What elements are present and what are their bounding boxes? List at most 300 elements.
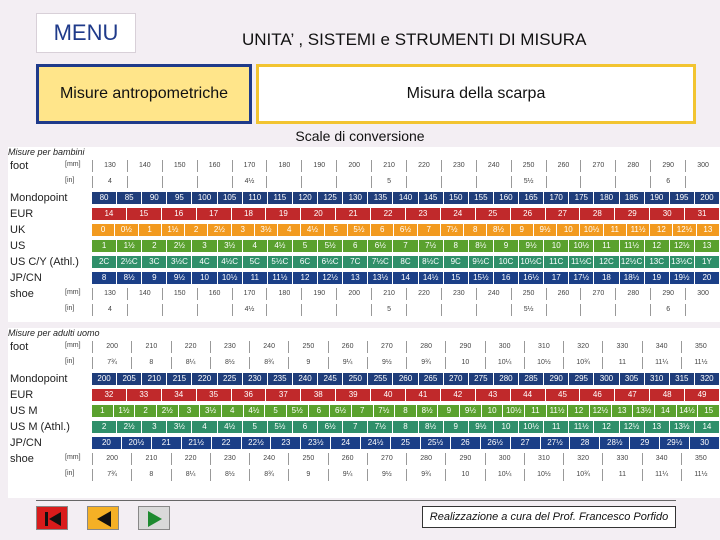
ruler-tick: 130 (92, 160, 127, 172)
ruler-tick: 5½ (511, 304, 546, 316)
size-cell: 12½C (620, 257, 643, 266)
tab-misura-scarpa[interactable] (256, 64, 696, 124)
size-strip (92, 256, 720, 268)
size-cell: 10½ (218, 272, 242, 284)
unit-label: [in] (65, 177, 75, 184)
size-cell: 10 (482, 405, 503, 417)
subtitle: Scale di conversione (295, 128, 425, 144)
size-cell: 9 (511, 224, 533, 236)
size-cell: 20½ (122, 437, 151, 449)
ruler-tick (336, 304, 371, 316)
row-label: Mondopoint (10, 192, 68, 204)
size-cell: 7 (352, 405, 373, 417)
ruler-tick: 5 (371, 176, 406, 188)
size-cell: 12 (650, 224, 672, 236)
ruler-tick: 160 (197, 160, 232, 172)
ruler-tick: 250 (511, 160, 546, 172)
ruler-tick: 280 (406, 453, 445, 465)
menu-button[interactable]: MENU (36, 13, 136, 53)
size-cell: 32 (92, 389, 126, 401)
size-cell: 9½C (469, 256, 493, 268)
size-cell: 11½ (268, 272, 292, 284)
ruler-tick: 11½ (681, 357, 720, 369)
size-cell: 7½ (374, 405, 395, 417)
ruler-tick: 340 (642, 453, 681, 465)
size-cell: 11½C (570, 257, 592, 266)
ruler-tick: 240 (249, 453, 288, 465)
size-cell: 4½ (244, 405, 265, 417)
size-cell: 14½ (677, 405, 698, 417)
size-cell: 10½ (519, 421, 543, 433)
size-cell: 7 (343, 421, 367, 433)
chart-title: Misure per adulti uomo (8, 328, 100, 338)
size-cell: 250 (343, 373, 367, 385)
ruler-tick: 140 (127, 288, 162, 300)
size-cell: 49 (685, 389, 719, 401)
size-cell: 8½ (469, 240, 493, 252)
ruler-tick: 230 (441, 288, 476, 300)
ruler-tick: 9½ (367, 357, 406, 369)
size-cell: 165 (519, 192, 543, 204)
size-cell: 9½ (534, 224, 556, 236)
ruler-tick: 350 (681, 453, 720, 465)
chart-row (8, 468, 720, 482)
chart-row (8, 303, 720, 317)
size-cell: 44 (511, 389, 545, 401)
size-cell: 17 (197, 208, 231, 220)
ruler-tick: 8 (131, 469, 170, 481)
size-cell: 300 (594, 373, 618, 385)
ruler-tick: 11 (602, 357, 641, 369)
size-cell: 35 (197, 389, 231, 401)
ruler-tick: 10 (445, 357, 484, 369)
ruler-tick: 11 (602, 469, 641, 481)
ruler-tick: 130 (92, 288, 127, 300)
ruler-tick: 280 (615, 288, 650, 300)
ruler-tick: 300 (485, 341, 524, 353)
ruler-tick: 210 (131, 341, 170, 353)
ruler-tick: 170 (232, 160, 267, 172)
size-cell: 0 (92, 224, 114, 236)
size-cell: 8C (393, 256, 417, 268)
size-cell: 115 (268, 192, 292, 204)
size-cell: 13½ (368, 272, 392, 284)
size-cell: 11 (243, 272, 267, 284)
ruler-tick: 210 (131, 453, 170, 465)
ruler-strip (92, 288, 720, 300)
size-cell: 8 (464, 224, 486, 236)
size-cell: 21½ (182, 437, 211, 449)
size-cell: 100 (192, 192, 216, 204)
chart-row (8, 436, 720, 450)
ruler-tick (197, 304, 232, 316)
ruler-tick: 10¼ (485, 357, 524, 369)
row-label: Mondopoint (10, 373, 68, 385)
nav-first-button[interactable] (36, 506, 68, 530)
size-cell: 5½C (268, 256, 292, 268)
ruler-tick: 270 (580, 288, 615, 300)
ruler-tick: 210 (371, 288, 406, 300)
size-cell: 180 (594, 192, 618, 204)
ruler-tick (580, 304, 615, 316)
size-cell: 170 (544, 192, 568, 204)
ruler-strip (92, 341, 720, 353)
size-cell: 1½ (162, 224, 184, 236)
size-cell: 11½ (569, 421, 593, 433)
size-cell: 13½ (633, 405, 654, 417)
size-cell: 9½ (460, 405, 481, 417)
ruler-tick (162, 304, 197, 316)
ruler-tick (301, 176, 336, 188)
ruler-tick: 300 (685, 160, 720, 172)
ruler-tick: 280 (615, 160, 650, 172)
nav-prev-button[interactable] (87, 506, 119, 530)
size-cell: 3½ (218, 240, 242, 252)
size-cell: 95 (167, 192, 191, 204)
size-cell: 6 (309, 405, 330, 417)
ruler-tick: 270 (580, 160, 615, 172)
size-cell: 5 (243, 421, 267, 433)
ruler-tick: 310 (524, 341, 563, 353)
size-cell: 7½ (441, 224, 463, 236)
ruler-tick (615, 304, 650, 316)
size-strip (92, 208, 720, 220)
ruler-tick: 210 (371, 160, 406, 172)
size-cell: 19 (266, 208, 300, 220)
size-cell: 2½ (157, 405, 178, 417)
size-cell: 28 (570, 437, 599, 449)
size-cell: 245 (318, 373, 342, 385)
size-cell: 6½C (318, 256, 342, 268)
size-cell: 48 (650, 389, 684, 401)
size-cell: 24 (441, 208, 475, 220)
size-cell: 5C (243, 256, 267, 268)
ruler-tick: 250 (511, 288, 546, 300)
ruler-tick: 4½ (232, 304, 267, 316)
size-cell: 20 (301, 208, 335, 220)
size-strip (92, 224, 720, 236)
size-cell: 9 (494, 240, 518, 252)
size-strip (92, 192, 720, 204)
size-cell: 6½ (394, 224, 416, 236)
ruler-tick: 260 (328, 341, 367, 353)
ruler-tick: 290 (650, 160, 685, 172)
size-cell: 16 (494, 272, 518, 284)
size-cell: 6C (293, 256, 317, 268)
nav-next-button[interactable] (138, 506, 170, 530)
size-cell: 195 (670, 192, 694, 204)
size-cell: 130 (343, 192, 367, 204)
size-cell: 27½ (541, 437, 570, 449)
size-cell: 305 (620, 373, 644, 385)
ruler-tick: 10¾ (563, 357, 602, 369)
size-cell: 1 (139, 224, 161, 236)
chart-row (8, 159, 720, 173)
ruler-tick (266, 176, 301, 188)
size-cell: 12½ (670, 240, 694, 252)
size-cell: 4 (222, 405, 243, 417)
size-cell: 160 (494, 192, 518, 204)
ruler-tick: 11½ (681, 469, 720, 481)
size-cell: 10½ (569, 240, 593, 252)
ruler-tick: 290 (445, 341, 484, 353)
row-label: foot (10, 160, 29, 172)
row-label: JP/CN (10, 437, 42, 449)
row-label (10, 303, 90, 317)
size-cell: 22 (371, 208, 405, 220)
ruler-tick: 4 (92, 304, 127, 316)
size-cell: 2½C (117, 256, 141, 268)
ruler-tick: 150 (162, 288, 197, 300)
tab-misure-antropometriche[interactable] (36, 64, 252, 124)
size-cell: 80 (92, 192, 116, 204)
ruler-tick: 280 (406, 341, 445, 353)
size-cell: 7 (393, 240, 417, 252)
chart-row (8, 340, 720, 354)
unit-label: [in] (65, 358, 75, 365)
size-cell: 42 (441, 389, 475, 401)
size-cell: 1 (92, 240, 116, 252)
size-cell: 13½C (671, 257, 693, 266)
size-cell: 3C (142, 256, 166, 268)
size-cell: 30 (650, 208, 684, 220)
ruler-tick: 180 (266, 160, 301, 172)
ruler-tick: 8¼ (171, 357, 210, 369)
size-cell: 17½ (569, 272, 593, 284)
size-cell: 2½ (167, 240, 191, 252)
size-cell: 260 (393, 373, 417, 385)
size-cell: 10 (557, 224, 579, 236)
size-cell: 3 (232, 224, 254, 236)
chart-row (8, 271, 720, 285)
ruler-tick (162, 176, 197, 188)
size-cell: 3 (192, 240, 216, 252)
ruler-tick: 230 (441, 160, 476, 172)
size-cell: 10 (494, 421, 518, 433)
size-cell: 135 (368, 192, 392, 204)
size-cell: 120 (293, 192, 317, 204)
ruler-tick: 330 (602, 453, 641, 465)
ruler-tick (546, 176, 581, 188)
size-cell: 5½ (318, 240, 342, 252)
size-cell: 4 (243, 240, 267, 252)
size-cell: 5 (293, 240, 317, 252)
unit-label: [in] (65, 470, 75, 477)
size-cell: 9½ (469, 421, 493, 433)
size-cell: 22½ (242, 437, 271, 449)
chart-title: Misure per bambini (8, 147, 85, 157)
size-cell: 13 (612, 405, 633, 417)
conversion-chart-children (8, 147, 720, 322)
size-strip (92, 272, 720, 284)
size-cell: 205 (117, 373, 141, 385)
size-cell: 25 (391, 437, 420, 449)
size-cell: 12½ (318, 272, 342, 284)
ruler-tick: 240 (476, 288, 511, 300)
ruler-tick: 260 (546, 160, 581, 172)
unit-label: [mm] (65, 342, 81, 349)
skip-back-icon (37, 507, 69, 531)
size-cell: 18 (232, 208, 266, 220)
ruler-tick: 240 (249, 341, 288, 353)
size-cell: 14 (695, 421, 719, 433)
ruler-tick: 10¼ (485, 469, 524, 481)
chart-row (8, 420, 720, 434)
size-cell: 10½ (580, 224, 602, 236)
size-cell: 5 (325, 224, 347, 236)
ruler-tick: 6 (650, 304, 685, 316)
size-cell: 8½ (117, 272, 141, 284)
size-cell: 34 (162, 389, 196, 401)
ruler-tick: 8¼ (171, 469, 210, 481)
size-cell: 3½ (200, 405, 221, 417)
size-cell: 320 (695, 373, 719, 385)
size-cell: 1½ (117, 240, 141, 252)
row-label (10, 468, 90, 482)
size-cell: 45 (546, 389, 580, 401)
ruler-tick: 9¼ (328, 469, 367, 481)
ruler-tick: 260 (328, 453, 367, 465)
triangle-left-icon (88, 507, 120, 531)
size-cell: 7 (418, 224, 440, 236)
size-cell: 8 (393, 421, 417, 433)
size-cell: 41 (406, 389, 440, 401)
size-cell: 2½ (208, 224, 230, 236)
size-cell: 9 (444, 421, 468, 433)
size-cell: 13 (697, 224, 719, 236)
credit-text: Realizzazione a cura del Prof. Francesco Porfido (429, 511, 669, 523)
ruler-tick (615, 176, 650, 188)
size-cell: 5 (265, 405, 286, 417)
ruler-tick: 5 (371, 304, 406, 316)
chart-row (8, 287, 720, 301)
size-cell: 12 (568, 405, 589, 417)
ruler-tick: 250 (288, 341, 327, 353)
size-cell: 13 (343, 272, 367, 284)
size-cell: 15 (444, 272, 468, 284)
size-cell: 43 (476, 389, 510, 401)
size-cell: 8½C (419, 256, 443, 268)
tab-label: Misura della scarpa (406, 85, 546, 102)
size-cell: 18½ (620, 272, 644, 284)
size-cell: 215 (167, 373, 191, 385)
size-cell: 20 (695, 272, 719, 284)
unit-label: [mm] (65, 161, 81, 168)
size-cell: 105 (218, 192, 242, 204)
size-cell: 24½ (361, 437, 390, 449)
ruler-tick: 300 (685, 288, 720, 300)
size-cell: 5½ (268, 421, 292, 433)
ruler-tick: 180 (266, 288, 301, 300)
ruler-tick: 8½ (210, 357, 249, 369)
ruler-tick (266, 304, 301, 316)
size-cell: 10C (494, 256, 518, 268)
size-cell: 11 (604, 224, 626, 236)
ruler-tick: 220 (171, 453, 210, 465)
size-cell: 12 (645, 240, 669, 252)
ruler-tick: 9¾ (406, 469, 445, 481)
size-cell: 2 (135, 405, 156, 417)
size-cell: 6 (371, 224, 393, 236)
size-cell: 37 (266, 389, 300, 401)
size-strip (92, 373, 720, 385)
ruler-tick: 10½ (524, 357, 563, 369)
ruler-tick: 9 (288, 469, 327, 481)
size-cell: 12C (594, 256, 618, 268)
size-cell: 285 (519, 373, 543, 385)
size-cell: 11½ (620, 240, 644, 252)
row-label: shoe (10, 288, 34, 300)
size-cell: 12 (293, 272, 317, 284)
size-cell: 11½ (547, 405, 568, 417)
ruler-tick (441, 304, 476, 316)
row-label: shoe (10, 453, 34, 465)
triangle-right-icon (139, 507, 171, 531)
ruler-tick: 5½ (511, 176, 546, 188)
size-cell: 12½ (673, 224, 695, 236)
ruler-tick: 260 (546, 288, 581, 300)
size-cell: 13 (695, 240, 719, 252)
size-cell: 46 (580, 389, 614, 401)
size-cell: 140 (393, 192, 417, 204)
conversion-chart-men (8, 328, 720, 498)
size-cell: 7½C (368, 256, 392, 268)
page-title: UNITA’ , SISTEMI e STRUMENTI DI MISURA (242, 30, 587, 49)
chart-row (8, 175, 720, 189)
ruler-tick: 200 (92, 341, 131, 353)
ruler-tick: 7¾ (92, 357, 131, 369)
size-cell: 10 (192, 272, 216, 284)
ruler-tick: 10½ (524, 469, 563, 481)
size-cell: 175 (569, 192, 593, 204)
size-cell: 3 (179, 405, 200, 417)
size-cell: 26½ (481, 437, 510, 449)
size-cell: 33 (127, 389, 161, 401)
row-label: US C/Y (Athl.) (10, 256, 79, 268)
size-cell: 23 (406, 208, 440, 220)
size-cell: 8½ (487, 224, 509, 236)
size-cell: 13½ (670, 421, 694, 433)
size-cell: 20 (92, 437, 121, 449)
ruler-tick: 8½ (210, 469, 249, 481)
chart-row (8, 388, 720, 402)
chart-row (8, 372, 720, 386)
size-cell: 200 (92, 373, 116, 385)
ruler-tick: 150 (162, 160, 197, 172)
size-cell: 16 (162, 208, 196, 220)
ruler-tick: 10 (445, 469, 484, 481)
size-cell: 9½ (167, 272, 191, 284)
size-cell: 28½ (600, 437, 629, 449)
size-cell: 200 (695, 192, 719, 204)
size-cell: 110 (243, 192, 267, 204)
size-strip (92, 437, 720, 449)
size-cell: 10 (544, 240, 568, 252)
size-cell: 235 (268, 373, 292, 385)
size-cell: 25 (476, 208, 510, 220)
ruler-tick: 230 (210, 453, 249, 465)
size-cell: 12½ (620, 421, 644, 433)
ruler-tick: 4 (92, 176, 127, 188)
chart-row (8, 404, 720, 418)
row-label: US M (Athl.) (10, 421, 70, 433)
ruler-tick (301, 304, 336, 316)
size-cell: 29 (615, 208, 649, 220)
ruler-strip (92, 469, 720, 481)
size-cell: 15 (127, 208, 161, 220)
size-cell: 14 (92, 208, 126, 220)
size-cell: 38 (301, 389, 335, 401)
